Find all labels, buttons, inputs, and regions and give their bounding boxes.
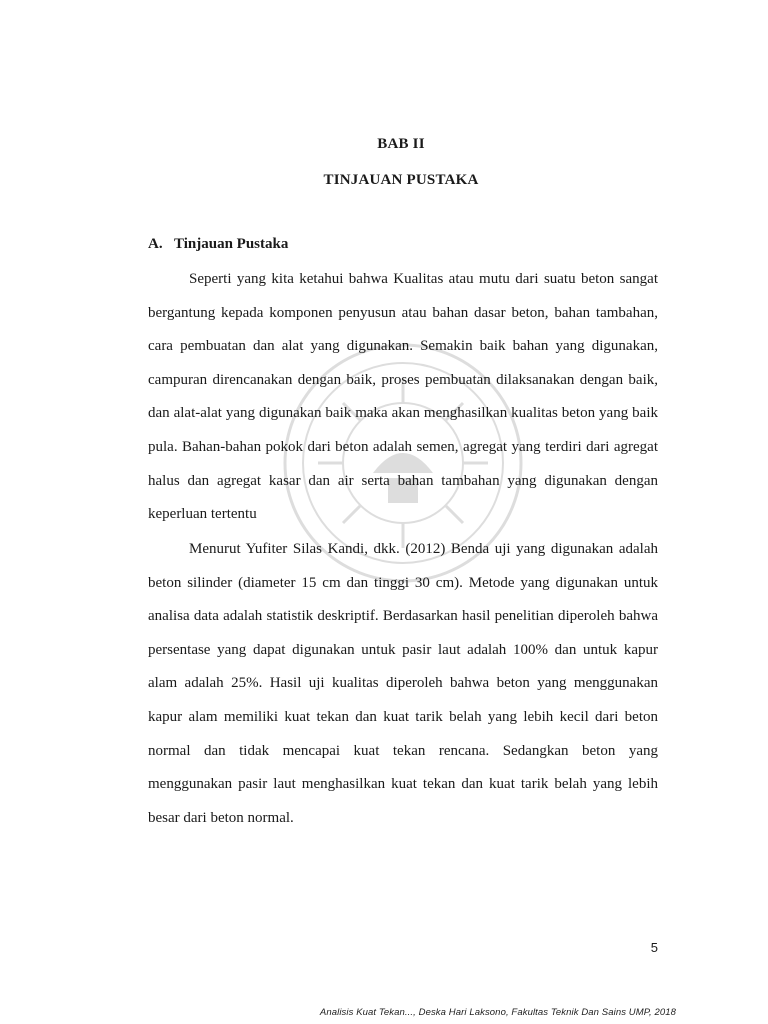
page-footer: Analisis Kuat Tekan..., Deska Hari Laksono, Fakultas Teknik Dan Sains UMP, 2018 (319, 1007, 676, 1018)
chapter-number: BAB II (377, 136, 425, 152)
section-heading (148, 236, 288, 253)
section-title: Tinjauan Pustaka (174, 236, 289, 252)
body-paragraph-2: Menurut Yufiter Silas Kandi, dkk. (2012) Benda uji yang digunakan adalah beton silinder (diameter 15 cm dan tinggi 30 cm). Metode yang digunakan untuk analisa data adalah statistik deskriptif. Berdasarkan hasil penelitian diperoleh bahwa persentase yang dapat digunakan untuk pasir laut adalah 100% dan untuk kapur alam adalah 25%. Hasil uji kualitas diperoleh bahwa beton yang menggunakan kapur alam memiliki kuat tekan dan kuat tarik belah yang lebih kecil dari beton normal dan tidak mencapai kuat tekan rencana. Sedangkan beton yang menggunakan pasir laut menghasilkan kuat tekan dan kuat tarik belah yang lebih besar dari beton normal. (148, 541, 658, 826)
section-letter: A. (148, 236, 163, 252)
body-paragraph-1: Seperti yang kita ketahui bahwa Kualitas atau mutu dari suatu beton sangat bergantung kepada komponen penyusun atau bahan dasar beton, bahan tambahan, cara pembuatan dan alat yang digunakan. Semakin baik bahan yang digunakan, campuran direncanakan dengan baik, proses pembuatan dilaksanakan dengan baik, dan alat-alat yang digunakan baik maka akan menghasilkan kualitas beton yang baik pula. Bahan-bahan pokok dari beton adalah semen, agregat yang terdiri dari agregat halus dan agregat kasar dan air serta bahan tambahan yang digunakan dengan keperluan tertentu (148, 271, 658, 523)
chapter-title: TINJAUAN PUSTAKA (323, 172, 479, 188)
page-number: 5 (650, 940, 658, 955)
